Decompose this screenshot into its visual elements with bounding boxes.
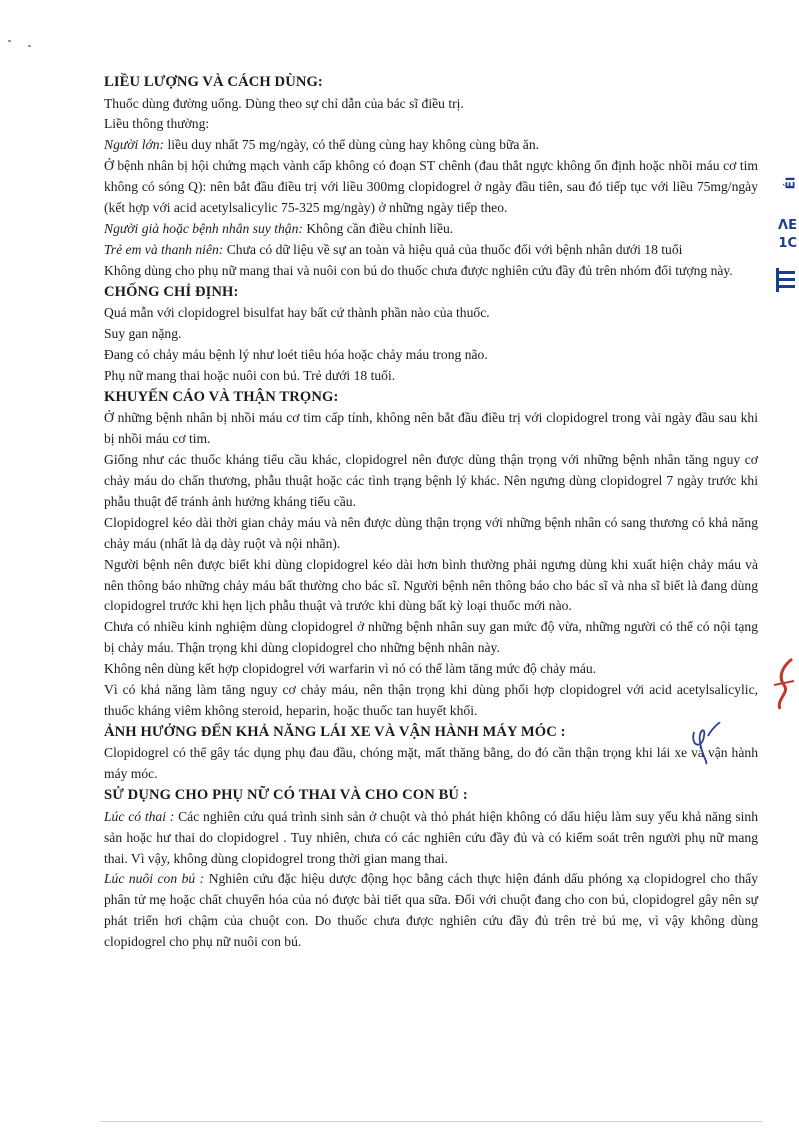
body-paragraph: [104, 555, 758, 618]
body-paragraph: [104, 324, 758, 345]
paragraph-text: Không cần điều chỉnh liều.: [302, 220, 454, 236]
body-paragraph: [104, 743, 758, 785]
body-paragraph: [104, 408, 758, 450]
body-paragraph: [104, 680, 758, 722]
body-paragraph: [104, 94, 758, 115]
red-stamp-fragment-icon: [770, 655, 798, 715]
section-heading: CHỐNG CHỈ ĐỊNH:: [104, 283, 239, 300]
section-heading: LIỀU LƯỢNG VÀ CÁCH DÙNG:: [104, 74, 323, 90]
edge-stamp-fragment: ΛE: [778, 218, 797, 233]
body-paragraph: [104, 114, 758, 135]
paragraph-text: Người bệnh nên được biết khi dùng clopidogrel kéo dài hơn bình thường phải ngưng dùng khi xuất hiện chảy máu và nên thông báo những chảy máu bất thường cho bác sĩ. Người bệnh nên thông báo cho bác sĩ và nha sĩ biết là đang dùng clopidogrel trước khi hẹn lịch phẫu thuật và trước khi dùng bất kỳ loại thuốc mới nào.: [104, 556, 758, 614]
paragraph-text: Chưa có dữ liệu về sự an toàn và hiệu quả của thuốc đối với bệnh nhân dưới 18 tuổi: [223, 241, 683, 257]
body-paragraph: [104, 219, 758, 240]
paragraph-text: Suy gan nặng.: [104, 326, 182, 342]
paragraph-text: Vì có khả năng làm tăng nguy cơ chảy máu, nên thận trọng khi dùng phối hợp clopidogrel với acid acetylsalicylic, thuốc kháng viêm không steroid, heparin, hoặc thuốc tan huyết khối.: [104, 682, 758, 718]
body-paragraph: [104, 869, 758, 953]
body-paragraph: [104, 135, 758, 156]
italic-label: Người lớn:: [104, 137, 165, 153]
paragraph-text: Ở những bệnh nhân bị nhồi máu cơ tim cấp tính, không nên bắt đầu điều trị với clopidogrel trong vài ngày đầu sau khi bị nhồi máu cơ tim.: [104, 410, 758, 447]
section-heading: ẢNH HƯỞNG ĐẾN KHẢ NĂNG LÁI XE VÀ VẬN HÀNH MÁY MÓC :: [104, 723, 566, 740]
body-paragraph: [104, 261, 758, 282]
italic-label: Người già hoặc bệnh nhân suy thận:: [104, 220, 303, 236]
scan-speck: [8, 40, 11, 42]
body-paragraph: [104, 366, 758, 387]
italic-label: Trẻ em và thanh niên:: [104, 241, 224, 257]
paragraph-text: Clopidogrel kéo dài thời gian chảy máu và nên được dùng thận trọng với những bệnh nhân có sang thương có khả năng chảy máu (nhất là dạ dày ruột và nội nhãn).: [104, 514, 758, 551]
section-heading: SỬ DỤNG CHO PHỤ NỮ CÓ THAI VÀ CHO CON BÚ :: [104, 787, 468, 804]
paragraph-text: Liều thông thường:: [104, 116, 210, 132]
paragraph-text: Đang có chảy máu bệnh lý như loét tiêu hóa hoặc chảy máu trong não.: [104, 346, 488, 362]
body-paragraph: [104, 659, 758, 680]
paragraph-text: Không nên dùng kết hợp clopidogrel với warfarin vì nó có thể làm tăng mức độ chảy máu.: [104, 661, 597, 677]
body-paragraph: [104, 617, 758, 659]
paragraph-text: Chưa có nhiều kinh nghiệm dùng clopidogrel ở những bệnh nhân suy gan mức độ vừa, những người có thể có nội tạng bị chảy máu. Thận trọng khi dùng clopidogrel cho những bệnh nhân này.: [104, 619, 758, 656]
paragraph-text: Quá mẫn với clopidogrel bisulfat hay bất cứ thành phần nào của thuốc.: [104, 305, 490, 321]
section-heading: KHUYẾN CÁO VÀ THẬN TRỌNG:: [104, 388, 339, 405]
paragraph-text: Các nghiên cứu quá trình sinh sản ở chuột và thỏ phát hiện không có dấu hiệu làm suy yếu khả năng sinh sản hoặc hư thai do clopidogrel . Tuy nhiên, chưa có các nghiên cứu đầy đủ và có kiểm soát trên người phụ nữ mang thai. Vì vậy, không dùng clopidogrel trong thời gian mang thai.: [104, 808, 759, 866]
paragraph-text: Ở bệnh nhân bị hội chứng mạch vành cấp không có đoạn ST chênh (đau thắt ngực không ổn định hoặc nhồi máu cơ tim không có sóng Q): nên bắt đầu điều trị với liều 300mg clopidogrel ở ngày đầu tiên, sau đó tiếp tục với liều 75mg/ngày (kết hợp với acid acetylsalicylic 75-325 mg/ngày) ở những ngày tiếp theo.: [104, 158, 758, 216]
paragraph-text: Nghiên cứu đặc hiệu dược động học bằng cách thực hiện đánh dấu phóng xạ clopidogrel cho thấy phân tử mẹ hoặc chất chuyển hóa của nó được bài tiết qua sữa. Đối với chuột đang cho con bú, clopidogrel gây nên sự phát triển hơi chậm của chuột con. Do thuốc chưa được nghiên cứu đầy đủ trên trẻ bú mẹ, vì vậy không dùng clopidogrel cho phụ nữ nuôi con bú.: [104, 871, 758, 950]
body-paragraph: [104, 807, 758, 870]
edge-stamp-fragment: ÉI: [783, 176, 798, 190]
body-paragraph: [104, 450, 758, 513]
paragraph-text: liều duy nhất 75 mg/ngày, có thể dùng cùng hay không cùng bữa ăn.: [164, 137, 540, 153]
document-body: [104, 72, 758, 953]
signature-initial-icon: [688, 722, 722, 766]
paragraph-text: Clopidogrel có thể gây tác dụng phụ đau đầu, chóng mặt, mất thăng bằng, do đó cần thận trọng khi lái xe và vận hành máy móc.: [104, 745, 758, 782]
body-paragraph: [104, 345, 758, 366]
body-paragraph: [104, 240, 758, 261]
paragraph-text: Không dùng cho phụ nữ mang thai và nuôi con bú do thuốc chưa được nghiên cứu đầy đủ trên nhóm đối tượng này.: [104, 262, 733, 278]
paragraph-text: Thuốc dùng đường uống. Dùng theo sự chỉ dẫn của bác sĩ điều trị.: [104, 95, 464, 111]
body-paragraph: [104, 156, 758, 219]
italic-label: Lúc có thai :: [104, 808, 175, 824]
body-paragraph: [104, 303, 758, 324]
paragraph-text: Phụ nữ mang thai hoặc nuôi con bú. Trẻ dưới 18 tuổi.: [104, 367, 396, 383]
scan-speck: [28, 45, 31, 47]
italic-label: Lúc nuôi con bú :: [104, 871, 205, 887]
bottom-rule: [100, 1121, 762, 1122]
body-paragraph: [104, 513, 758, 555]
paragraph-text: Giống như các thuốc kháng tiểu cầu khác, clopidogrel nên được dùng thận trọng với những bệnh nhân tăng nguy cơ chảy máu do chấn thương, phẫu thuật hoặc các tình trạng bệnh lý khác. Nên ngưng dùng clopidogrel 7 ngày trước khi phẫu thuật để tránh ảnh hưởng kháng tiểu cầu.: [104, 452, 758, 509]
stamp-bars-icon: [774, 268, 798, 294]
edge-stamp-fragment: 1C: [778, 236, 797, 251]
